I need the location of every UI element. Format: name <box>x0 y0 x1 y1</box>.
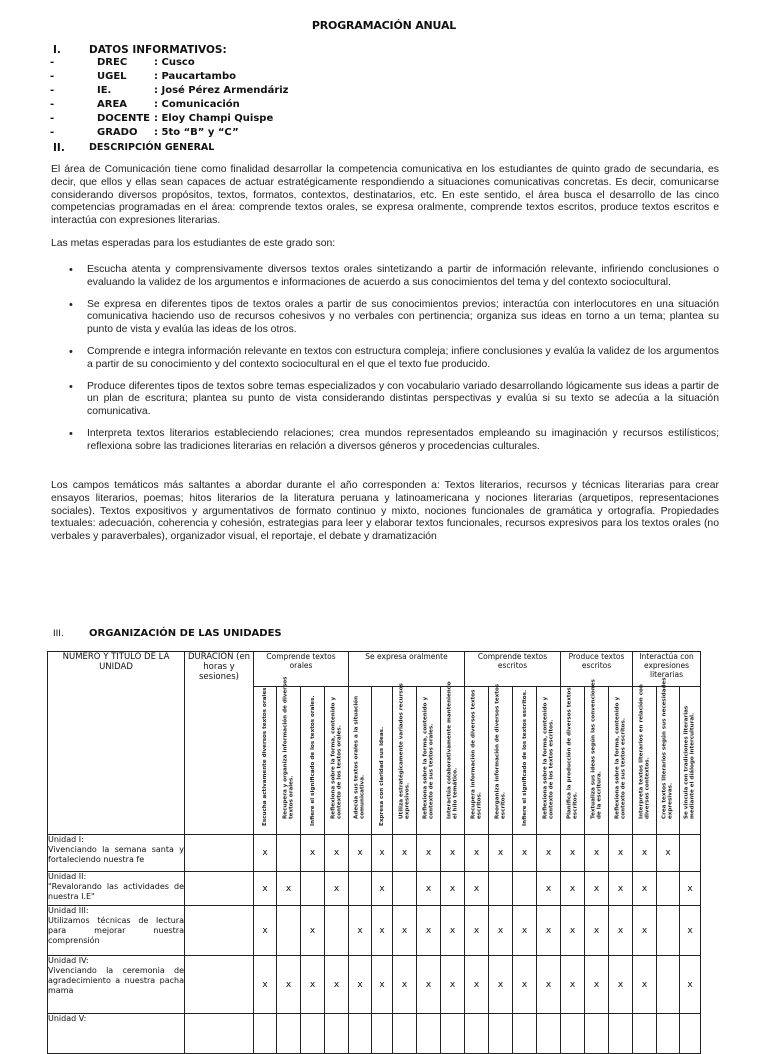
capacity-header <box>254 687 277 835</box>
unit-title: "Revalorando las actividades de nuestra I.E" <box>48 882 184 901</box>
mark-cell <box>609 1014 633 1054</box>
mark-cell: x <box>465 906 489 956</box>
info-value: : 5to “B” y “C” <box>154 127 239 138</box>
capacity-header <box>349 687 372 835</box>
mark-cell <box>254 1014 277 1054</box>
mark-cell <box>393 1014 417 1054</box>
goal-item: • Produce diferentes tipos de textos sobre temas especializados y con vocabulario variado desarrollando lógicamente sus ideas a partir de un plan de escritura; plantea su punto de vista considerando distintas perspectivas y evalúa si su texto se adecúa a la situación comunicativa. <box>51 381 719 419</box>
mark-cell: x <box>325 872 349 906</box>
info-label: GRADO <box>97 127 138 138</box>
duration-column-header: DURACION (en horas y sesiones) <box>185 652 254 835</box>
capacity-header <box>537 687 561 835</box>
mark-cell: x <box>325 835 349 872</box>
unit-name: Unidad IV: <box>48 956 89 965</box>
mark-cell <box>680 835 701 872</box>
mark-cell: x <box>254 872 277 906</box>
mark-cell <box>441 1014 465 1054</box>
mark-cell: x <box>561 906 585 956</box>
section-1-title: DATOS INFORMATIVOS: <box>89 44 227 56</box>
mark-cell: x <box>537 956 561 1014</box>
mark-cell: x <box>609 835 633 872</box>
section-1-number: I. <box>53 44 61 56</box>
mark-cell: x <box>633 956 657 1014</box>
mark-cell <box>633 1014 657 1054</box>
mark-cell <box>465 1014 489 1054</box>
info-value: : Cusco <box>154 57 195 68</box>
capacity-header <box>657 677 680 835</box>
capacity-label: Interactúa colaborativamente manteniendo el hilo temático. <box>446 681 459 820</box>
duration-cell <box>185 835 254 872</box>
mark-cell: x <box>417 835 441 872</box>
mark-cell: x <box>585 835 609 872</box>
table-row <box>48 835 701 872</box>
mark-cell: x <box>609 906 633 956</box>
duration-cell <box>185 956 254 1014</box>
mark-cell: x <box>680 956 701 1014</box>
goals-list <box>51 264 719 454</box>
capacity-header <box>277 676 301 835</box>
capacity-label: Expresa con claridad sus ideas. <box>378 726 385 826</box>
goal-item: • Interpreta textos literarios estableciendo relaciones; crea mundos representados empleando su imaginación y recursos estilísticos; reflexiona sobre las tradiciones literarias en relación a diversos géneros y procedencias culturales. <box>51 428 719 454</box>
duration-cell <box>185 906 254 956</box>
unit-title: Utilizamos técnicas de lectura para mejorar nuestra comprensión <box>48 916 184 945</box>
mark-cell: x <box>277 872 301 906</box>
capacity-label: Infiere el significado de los textos orales. <box>309 695 316 826</box>
capacity-header <box>325 687 349 835</box>
mark-cell: x <box>657 835 680 872</box>
mark-cell: x <box>277 956 301 1014</box>
mark-cell <box>657 906 680 956</box>
mark-cell: x <box>441 872 465 906</box>
competency-header: Interactúa con expresiones literarias <box>633 652 701 687</box>
info-dash: - <box>50 127 55 138</box>
section-3-number: III. <box>53 629 64 639</box>
mark-cell: x <box>585 956 609 1014</box>
duration-cell <box>185 1014 254 1054</box>
mark-cell: x <box>561 835 585 872</box>
mark-cell: x <box>537 872 561 906</box>
unit-title: Vivenciando la ceremonia de agradecimiento a nuestra pacha mama <box>48 966 184 995</box>
mark-cell: x <box>393 956 417 1014</box>
mark-cell: x <box>609 872 633 906</box>
mark-cell <box>277 906 301 956</box>
mark-cell: x <box>441 906 465 956</box>
mark-cell: x <box>372 835 393 872</box>
mark-cell: x <box>609 956 633 1014</box>
mark-cell: x <box>489 906 513 956</box>
mark-cell <box>489 1014 513 1054</box>
unit-name: Unidad I: <box>48 835 84 844</box>
info-label: UGEL <box>97 71 127 82</box>
mark-cell: x <box>349 956 372 1014</box>
mark-cell <box>372 1014 393 1054</box>
mark-cell: x <box>301 835 325 872</box>
mark-cell <box>417 1014 441 1054</box>
info-dash: - <box>50 99 55 110</box>
capacity-label: Reflexiona sobre la forma, contenido y contexto de los textos escritos. <box>542 697 555 820</box>
mark-cell <box>513 872 537 906</box>
mark-cell: x <box>537 906 561 956</box>
capacity-header <box>561 687 585 835</box>
competency-header: Se expresa oralmente <box>349 652 465 687</box>
mark-cell: x <box>301 956 325 1014</box>
mark-cell: x <box>254 906 277 956</box>
unit-cell <box>48 906 185 956</box>
unit-title: Vivenciando la semana santa y fortaleciendo nuestra fe <box>48 845 184 864</box>
mark-cell: x <box>465 835 489 872</box>
mark-cell: x <box>585 872 609 906</box>
info-dash: - <box>50 71 55 82</box>
mark-cell <box>537 1014 561 1054</box>
mark-cell: x <box>349 835 372 872</box>
mark-cell: x <box>301 906 325 956</box>
info-label: DOCENTE <box>97 113 150 124</box>
unit-name: Unidad II: <box>48 872 87 881</box>
mark-cell <box>301 1014 325 1054</box>
unit-name: Unidad III: <box>48 906 89 915</box>
goal-item: • Escucha atenta y comprensivamente diversos textos orales sintetizando a partir de información relevante, infiriendo conclusiones o evaluando la validez de los argumentos e informaciones de acuerdo a sus conocimientos del tema y del contexto sociocultural. <box>51 264 719 290</box>
mark-cell <box>393 872 417 906</box>
capacity-label: Adecúa sus textos orales a la situación comunicativa. <box>353 696 366 820</box>
mark-cell: x <box>254 835 277 872</box>
info-label: IE. <box>97 85 112 96</box>
unit-cell <box>48 956 185 1014</box>
table-row <box>48 1014 701 1054</box>
mark-cell: x <box>561 956 585 1014</box>
mark-cell: x <box>633 835 657 872</box>
info-dash: - <box>50 57 55 68</box>
mark-cell: x <box>325 956 349 1014</box>
mark-cell <box>301 872 325 906</box>
capacity-label: Textualiza sus ideas según las convenciones de la escritura. <box>590 679 603 820</box>
table-row <box>48 872 701 906</box>
table-row <box>48 906 701 956</box>
capacity-label: Reflexiona sobre la forma, contenido y contexto de sus textos orales. <box>422 697 435 820</box>
mark-cell <box>325 1014 349 1054</box>
mark-cell: x <box>561 872 585 906</box>
mark-cell: x <box>633 906 657 956</box>
goal-item: • Comprende e integra información relevante en textos con estructura compleja; infiere conclusiones y evalúa la validez de los argumentos a partir de su conocimiento y del contexto sociocultural en el que el texto fue producido. <box>51 346 719 372</box>
duration-cell <box>185 872 254 906</box>
unit-cell <box>48 872 185 906</box>
unit-name: Unidad V: <box>48 1014 87 1023</box>
capacity-label: Recupera y organiza información de diversos textos orales. <box>282 676 295 820</box>
unit-cell <box>48 835 185 872</box>
mark-cell: x <box>372 956 393 1014</box>
mark-cell: x <box>393 906 417 956</box>
mark-cell: x <box>372 872 393 906</box>
mark-cell <box>277 1014 301 1054</box>
mark-cell: x <box>489 835 513 872</box>
mark-cell: x <box>417 956 441 1014</box>
goal-item: • Se expresa en diferentes tipos de textos orales a partir de sus conocimientos previos; interactúa con interlocutores en una situación comunicativa haciendo uso de recursos cohesivos y no verbales con pertinencia; organiza sus ideas en torno a un tema; plantea su punto de vista y evalúa las ideas de los otros. <box>51 299 719 337</box>
mark-cell: x <box>537 835 561 872</box>
capacity-header <box>301 687 325 835</box>
info-label: AREA <box>97 99 128 110</box>
description-paragraph: El área de Comunicación tiene como finalidad desarrollar la competencia comunicativa en los estudiantes de quinto grado de secundaria, es decir, que ellos y ellas sean capaces de actuar estratégicamente respondiendo a situaciones comunicativas concretas. Es decir, comunicarse considerando diversos propósitos, textos, formatos, contextos, destinatarios, etc. En este sentido, el área busca el desarrollo de las cinco competencias programadas en el área: comprende textos orales, se expresa oralmente, comprende textos escritos, produce textos escritos e interactúa con expresiones literarias. <box>51 164 719 227</box>
mark-cell <box>513 1014 537 1054</box>
mark-cell: x <box>489 956 513 1014</box>
mark-cell <box>657 956 680 1014</box>
capacity-header <box>513 687 537 835</box>
thematic-paragraph: Los campos temáticos más saltantes a abordar durante el año corresponden a: Textos literarios, recursos y técnicas literarias para crear ensayos literarios, poemas; hitos literarios de la literatura peruana y latinoamericana y nociones literarias (arquetipos, representaciones sociales). Textos expositivos y argumentativos de formato continuo y mixto, nociones funcionales de gramática y ortografía. Propiedades textuales: adecuación, coherencia y cohesión, estrategias para leer y elaborar textos funcionales, recursos expresivos para los textos orales (no verbales y paraverbales), organizador visual, el reportaje, el debate y dramatización <box>51 480 719 543</box>
capacity-header <box>633 684 657 835</box>
mark-cell: x <box>417 872 441 906</box>
section-2-title: DESCRIPCIÓN GENERAL <box>89 142 215 153</box>
mark-cell: x <box>513 956 537 1014</box>
mark-cell: x <box>585 906 609 956</box>
mark-cell <box>489 872 513 906</box>
capacity-label: Crea textos literarios según sus necesidades expresivas. <box>661 677 675 820</box>
capacity-label: Infiere el significado de los textos escritos. <box>521 689 528 826</box>
mark-cell <box>585 1014 609 1054</box>
mark-cell <box>657 1014 680 1054</box>
mark-cell: x <box>465 872 489 906</box>
capacity-header <box>609 687 633 835</box>
mark-cell <box>349 1014 372 1054</box>
mark-cell: x <box>680 872 701 906</box>
mark-cell: x <box>372 906 393 956</box>
capacity-label: Se vincula con tradiciones literarias mediante el diálogo intercultural. <box>683 705 697 820</box>
info-label: DREC <box>97 57 128 68</box>
mark-cell: x <box>680 906 701 956</box>
capacity-header <box>417 687 441 835</box>
info-dash: - <box>50 113 55 124</box>
info-value: : Eloy Champi Quispe <box>154 113 274 124</box>
capacity-header <box>393 683 417 835</box>
capacity-label: Reflexiona sobre la forma, contenido y contexto de sus textos escritos. <box>614 697 627 820</box>
mark-cell <box>657 872 680 906</box>
mark-cell <box>277 835 301 872</box>
competency-header: Produce textos escritos <box>561 652 633 687</box>
mark-cell: x <box>441 956 465 1014</box>
capacity-label: Planifica la producción de diversos textos escritos. <box>566 687 579 820</box>
mark-cell <box>325 906 349 956</box>
mark-cell: x <box>349 906 372 956</box>
mark-cell: x <box>513 835 537 872</box>
mark-cell: x <box>417 906 441 956</box>
mark-cell: x <box>465 956 489 1014</box>
competency-header: Comprende textos escritos <box>465 652 561 687</box>
competency-header: Comprende textos orales <box>254 652 349 687</box>
capacity-header <box>465 687 489 835</box>
mark-cell: x <box>393 835 417 872</box>
mark-cell: x <box>254 956 277 1014</box>
info-dash: - <box>50 85 55 96</box>
mark-cell: x <box>441 835 465 872</box>
capacity-label: Escucha activamente diversos textos orales. <box>261 685 268 826</box>
section-2-number: II. <box>53 142 65 154</box>
goals-intro: Las metas esperadas para los estudiantes de este grado son: <box>51 238 336 249</box>
page-title: PROGRAMACIÓN ANUAL <box>311 19 457 32</box>
capacity-header <box>372 687 393 835</box>
capacity-header <box>680 687 701 835</box>
capacity-header <box>441 681 465 835</box>
mark-cell: x <box>513 906 537 956</box>
mark-cell <box>561 1014 585 1054</box>
table-row <box>48 956 701 1014</box>
section-3-title: ORGANIZACIÓN DE LAS UNIDADES <box>89 628 282 639</box>
unit-cell <box>48 1014 185 1054</box>
capacity-label: Recupera información de diversos textos escritos. <box>470 689 483 820</box>
unit-column-header: NUMERO Y TITULO DE LA UNIDAD <box>48 652 185 835</box>
info-value: : José Pérez Armendáriz <box>154 85 289 96</box>
mark-cell: x <box>633 872 657 906</box>
capacity-label: Reflexiona sobre la forma, contenido y contexto de los textos orales. <box>330 697 343 820</box>
capacity-label: Interpreta textos literarios en relación con diversos contextos. <box>638 684 651 820</box>
info-value: : Paucartambo <box>154 71 236 82</box>
info-value: : Comunicación <box>154 99 240 110</box>
capacity-label: Reorganiza información de diversos textos escritos. <box>494 684 507 820</box>
capacity-header <box>489 684 513 835</box>
mark-cell <box>680 1014 701 1054</box>
capacity-label: Utiliza estratégicamente variados recursos expresivos. <box>398 683 411 820</box>
mark-cell <box>349 872 372 906</box>
capacity-header <box>585 679 609 835</box>
units-table <box>47 651 701 1054</box>
